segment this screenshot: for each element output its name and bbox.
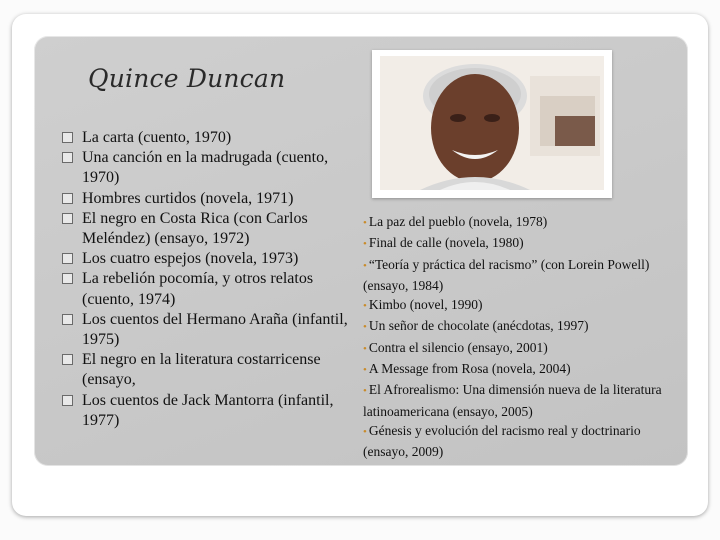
list-item-text: Un señor de chocolate (anécdotas, 1997) (368, 318, 589, 334)
square-bullet-icon (62, 253, 73, 264)
list-item (62, 209, 352, 249)
list-item-text: La rebelión pocomía, y otros relatos (cuento, 1974) (82, 270, 314, 308)
list-item (363, 359, 663, 380)
list-item (62, 310, 352, 350)
list-item-text: Final de calle (novela, 1980) (368, 235, 524, 251)
author-photo-frame (372, 50, 612, 198)
list-item-text: A Message from Rosa (novela, 2004) (368, 361, 571, 377)
list-item (363, 338, 663, 359)
small-dot-bullet-icon: • (363, 425, 367, 438)
list-item (62, 148, 352, 188)
list-item-text: Los cuentos del Hermano Araña (infantil, 1975) (82, 310, 348, 349)
left-works-list (62, 128, 352, 431)
small-dot-bullet-icon: • (363, 217, 367, 229)
list-item-text: Kimbo (novel, 1990) (368, 297, 483, 313)
small-dot-bullet-icon: • (363, 321, 367, 334)
small-dot-bullet-icon: • (363, 342, 367, 355)
square-bullet-icon (62, 132, 73, 143)
square-bullet-icon (62, 213, 73, 224)
slide-title: Quince Duncan (88, 64, 286, 93)
small-dot-bullet-icon: • (363, 385, 367, 398)
author-photo (380, 56, 604, 190)
list-item-text: El negro en la literatura costarricense (ensayo, (82, 351, 321, 389)
author-portrait-image (380, 56, 604, 190)
list-item (62, 249, 352, 269)
list-item-text: Una canción en la madrugada (cuento, 1970) (82, 149, 329, 187)
list-item (363, 295, 663, 316)
list-item-text: El Afrorealismo: Una dimensión nueva de la literatura latinoamericana (ensayo, 2005) (363, 382, 662, 419)
list-item (363, 421, 663, 462)
list-item-text: Los cuentos de Jack Mantorra (infantil, 1977) (82, 391, 334, 429)
right-works-list (363, 212, 663, 462)
list-item-text: La carta (cuento, 1970) (82, 129, 232, 146)
small-dot-bullet-icon: • (363, 364, 367, 377)
list-item-text: La paz del pueblo (novela, 1978) (368, 214, 548, 229)
list-item (363, 380, 663, 421)
list-item (363, 212, 663, 233)
square-bullet-icon (62, 152, 73, 163)
list-item (363, 316, 663, 337)
list-item (363, 233, 663, 254)
list-item (62, 350, 352, 390)
list-item (62, 128, 352, 148)
list-item (62, 269, 352, 309)
list-item-text: Génesis y evolución del racismo real y doctrinario (ensayo, 2009) (363, 422, 641, 460)
list-item (62, 189, 352, 209)
list-item (363, 255, 663, 296)
square-bullet-icon (62, 395, 73, 406)
list-item-text: Contra el silencio (ensayo, 2001) (368, 339, 548, 355)
list-item (62, 391, 352, 431)
list-item-text: El negro en Costa Rica (con Carlos Meléndez) (ensayo, 1972) (82, 209, 308, 248)
square-bullet-icon (62, 273, 73, 284)
small-dot-bullet-icon: • (363, 300, 367, 313)
list-item-text: Los cuatro espejos (novela, 1973) (82, 250, 299, 268)
small-dot-bullet-icon: • (363, 259, 367, 272)
square-bullet-icon (62, 314, 73, 325)
list-item-text: Hombres curtidos (novela, 1971) (82, 189, 294, 207)
square-bullet-icon (62, 354, 73, 365)
small-dot-bullet-icon: • (363, 238, 367, 251)
list-item-text: “Teoría y práctica del racismo” (con Lorein Powell) (ensayo, 1984) (363, 256, 650, 293)
square-bullet-icon (62, 193, 73, 204)
